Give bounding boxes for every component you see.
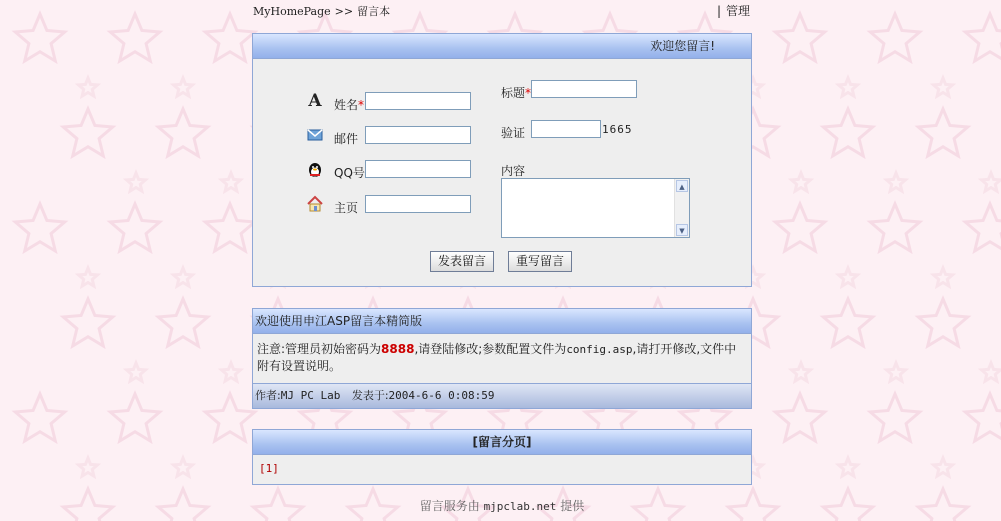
default-password: 8888 xyxy=(381,342,415,356)
name-row xyxy=(306,92,526,112)
footer-domain-link[interactable]: mjpclab.net xyxy=(483,500,557,513)
content-textarea[interactable] xyxy=(501,178,690,238)
pagination-title: [留言分页] xyxy=(253,430,751,455)
name-label: 姓名* xyxy=(334,98,365,112)
star-decoration xyxy=(775,204,824,251)
subject-label: 标题* xyxy=(501,86,532,100)
qq-penguin-icon xyxy=(306,160,324,178)
subject-row xyxy=(501,80,701,100)
star-decoration xyxy=(934,268,953,286)
captcha-code: 1665 xyxy=(602,123,633,136)
notice-suffix: ,请打开修改,文件中附有设置说明。 xyxy=(257,342,737,373)
star-decoration xyxy=(792,363,811,381)
captcha-input[interactable] xyxy=(531,120,601,138)
star-decoration xyxy=(158,109,207,156)
message-entry-panel xyxy=(252,308,752,409)
star-decoration xyxy=(79,268,98,286)
mail-icon xyxy=(306,126,324,144)
star-decoration xyxy=(775,14,824,61)
required-mark: * xyxy=(358,98,365,112)
qq-input[interactable] xyxy=(365,160,471,178)
footer-suffix: 提供 xyxy=(560,499,585,513)
reset-button[interactable]: 重写留言 xyxy=(508,251,572,272)
homepage-row xyxy=(306,195,526,215)
star-decoration xyxy=(205,394,254,441)
star-decoration xyxy=(79,458,98,476)
notice-middle: ,请登陆修改;参数配置文件为 xyxy=(414,342,567,356)
star-decoration xyxy=(79,78,98,96)
star-decoration xyxy=(222,173,241,191)
star-decoration xyxy=(110,394,159,441)
star-decoration xyxy=(158,299,207,346)
posted-label: 发表于: xyxy=(351,389,389,402)
star-decoration xyxy=(839,78,858,96)
author-name: MJ PC Lab xyxy=(280,389,341,402)
star-decoration xyxy=(158,489,207,521)
star-decoration xyxy=(110,14,159,61)
star-decoration xyxy=(775,394,824,441)
breadcrumb-home-link[interactable]: MyHomePage xyxy=(253,5,331,18)
star-decoration xyxy=(965,14,1001,61)
entry-content xyxy=(257,341,745,375)
star-decoration xyxy=(918,109,967,156)
star-decoration xyxy=(839,268,858,286)
email-row xyxy=(306,126,526,146)
star-decoration xyxy=(823,489,872,521)
notice-prefix: 注意:管理员初始密码为 xyxy=(257,342,382,356)
admin-area xyxy=(717,2,750,19)
star-decoration xyxy=(887,363,906,381)
content-label-row xyxy=(501,158,601,178)
form-panel-title: 欢迎您留言! xyxy=(253,34,751,59)
star-decoration xyxy=(110,204,159,251)
page-link-1[interactable]: [1] xyxy=(259,462,279,475)
author-label: 作者: xyxy=(255,389,281,402)
entry-title: 欢迎使用申江ASP留言本精简版 xyxy=(253,309,751,334)
star-decoration xyxy=(870,204,919,251)
star-decoration xyxy=(918,299,967,346)
scroll-down-icon[interactable]: ▼ xyxy=(676,224,688,236)
star-decoration xyxy=(823,299,872,346)
star-decoration xyxy=(205,204,254,251)
star-decoration xyxy=(15,394,64,441)
star-decoration xyxy=(15,204,64,251)
qq-row xyxy=(306,160,526,180)
footer-prefix: 留言服务由 xyxy=(419,499,480,513)
star-decoration xyxy=(222,363,241,381)
scroll-up-icon[interactable]: ▲ xyxy=(676,180,688,192)
star-decoration xyxy=(870,14,919,61)
pagination-panel xyxy=(252,429,752,485)
star-decoration xyxy=(174,268,193,286)
star-decoration xyxy=(839,458,858,476)
admin-link[interactable]: 管理 xyxy=(725,4,750,18)
home-icon xyxy=(306,195,324,213)
homepage-input[interactable] xyxy=(365,195,471,213)
config-filename: config.asp xyxy=(566,343,633,356)
submit-button[interactable]: 发表留言 xyxy=(430,251,494,272)
captcha-row xyxy=(501,120,701,140)
breadcrumb xyxy=(253,3,390,19)
captcha-label: 验证 xyxy=(501,126,526,140)
star-decoration xyxy=(15,14,64,61)
star-decoration xyxy=(965,394,1001,441)
star-decoration xyxy=(63,489,112,521)
star-decoration xyxy=(982,173,1001,191)
subject-input[interactable] xyxy=(531,80,637,98)
email-input[interactable] xyxy=(365,126,471,144)
content-label: 内容 xyxy=(501,164,526,178)
name-input[interactable] xyxy=(365,92,471,110)
qq-label: QQ号 xyxy=(334,166,365,180)
required-mark: * xyxy=(525,86,532,100)
email-label: 邮件 xyxy=(334,132,359,146)
footer xyxy=(252,497,752,514)
star-decoration xyxy=(934,458,953,476)
star-decoration xyxy=(965,204,1001,251)
posted-time: 2004-6-6 0:08:59 xyxy=(388,389,495,402)
admin-separator: | xyxy=(716,4,721,18)
breadcrumb-separator: >> xyxy=(334,5,354,18)
font-icon: A xyxy=(308,91,322,111)
star-decoration xyxy=(870,394,919,441)
star-decoration xyxy=(127,173,146,191)
top-bar xyxy=(252,0,752,20)
textarea-scrollbar[interactable] xyxy=(674,179,689,237)
star-decoration xyxy=(887,173,906,191)
star-decoration xyxy=(205,14,254,61)
star-decoration xyxy=(63,109,112,156)
message-form-panel xyxy=(252,33,752,287)
star-decoration xyxy=(63,299,112,346)
entry-meta xyxy=(253,383,751,408)
homepage-label: 主页 xyxy=(334,201,359,215)
star-decoration xyxy=(792,173,811,191)
guestbook-container xyxy=(252,0,752,513)
star-decoration xyxy=(934,78,953,96)
breadcrumb-current: 留言本 xyxy=(357,5,391,18)
star-decoration xyxy=(982,363,1001,381)
star-decoration xyxy=(174,458,193,476)
star-decoration xyxy=(174,78,193,96)
star-decoration xyxy=(823,109,872,156)
star-decoration xyxy=(127,363,146,381)
star-decoration xyxy=(918,489,967,521)
